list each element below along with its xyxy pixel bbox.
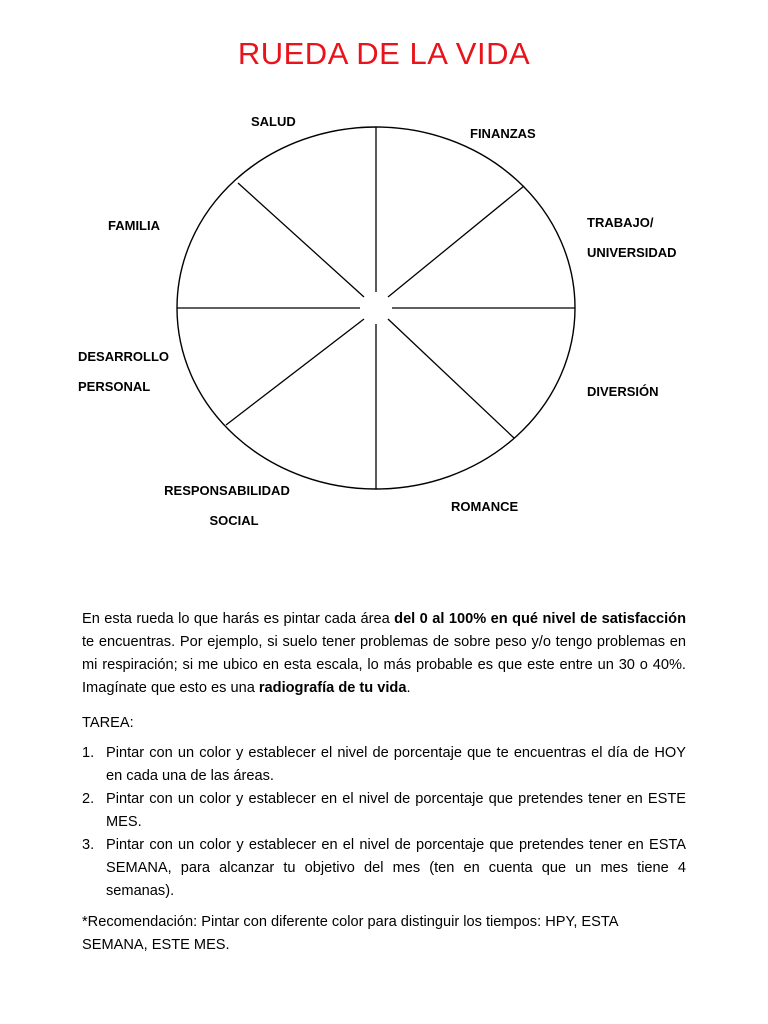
label-familia: FAMILIA xyxy=(108,218,160,233)
task-list xyxy=(82,742,686,903)
label-romance: ROMANCE xyxy=(451,499,519,514)
list-item: 2. Pintar con un color y establecer en el nivel de porcentaje que pretendes tener en ESTE MES. xyxy=(82,791,686,830)
label-trabajo-universidad: TRABAJO/ UNIVERSIDAD xyxy=(587,215,677,260)
tarea-label: TAREA: xyxy=(82,715,134,731)
label-desarrollo-personal: DESARROLLO PERSONAL xyxy=(78,349,169,394)
label-finanzas: FINANZAS xyxy=(470,126,536,141)
recommendation-note: *Recomendación: Pintar con diferente color para distinguir los tiempos: HPY, ESTA SEMANA, ESTE MES. xyxy=(82,914,618,953)
wheel-spoke-southeast xyxy=(388,319,514,438)
label-responsabilidad-social: RESPONSABILIDAD SOCIAL xyxy=(164,483,290,528)
page-title: RUEDA DE LA VIDA xyxy=(237,36,531,71)
label-salud: SALUD xyxy=(251,114,296,129)
wheel-spoke-southwest xyxy=(226,319,364,425)
label-diversion: DIVERSIÓN xyxy=(587,384,659,399)
intro-paragraph: En esta rueda lo que harás es pintar cada área del 0 al 100% en qué nivel de satisfacción te encuentras. Por ejemplo, si suelo tener problemas de sobre peso y/o tengo problemas en mi respiración; si me ubico en esta escala, lo más probable es que este entre un 30 o 40%. Imagínate que esto es una radiografía de tu vida. xyxy=(82,611,686,696)
list-item: 1. Pintar con un color y establecer el nivel de porcentaje que te encuentras el día de HOY en cada una de las áreas. xyxy=(82,745,686,784)
list-item: 3. Pintar con un color y establecer en el nivel de porcentaje que pretendes tener en ESTA SEMANA, para alcanzar tu objetivo del mes (ten en cuenta que un mes tiene 4 semanas). xyxy=(82,837,686,899)
wheel-spoke-northwest xyxy=(238,183,364,297)
wheel-spoke-northeast xyxy=(388,186,524,297)
instructions-block xyxy=(82,608,686,957)
